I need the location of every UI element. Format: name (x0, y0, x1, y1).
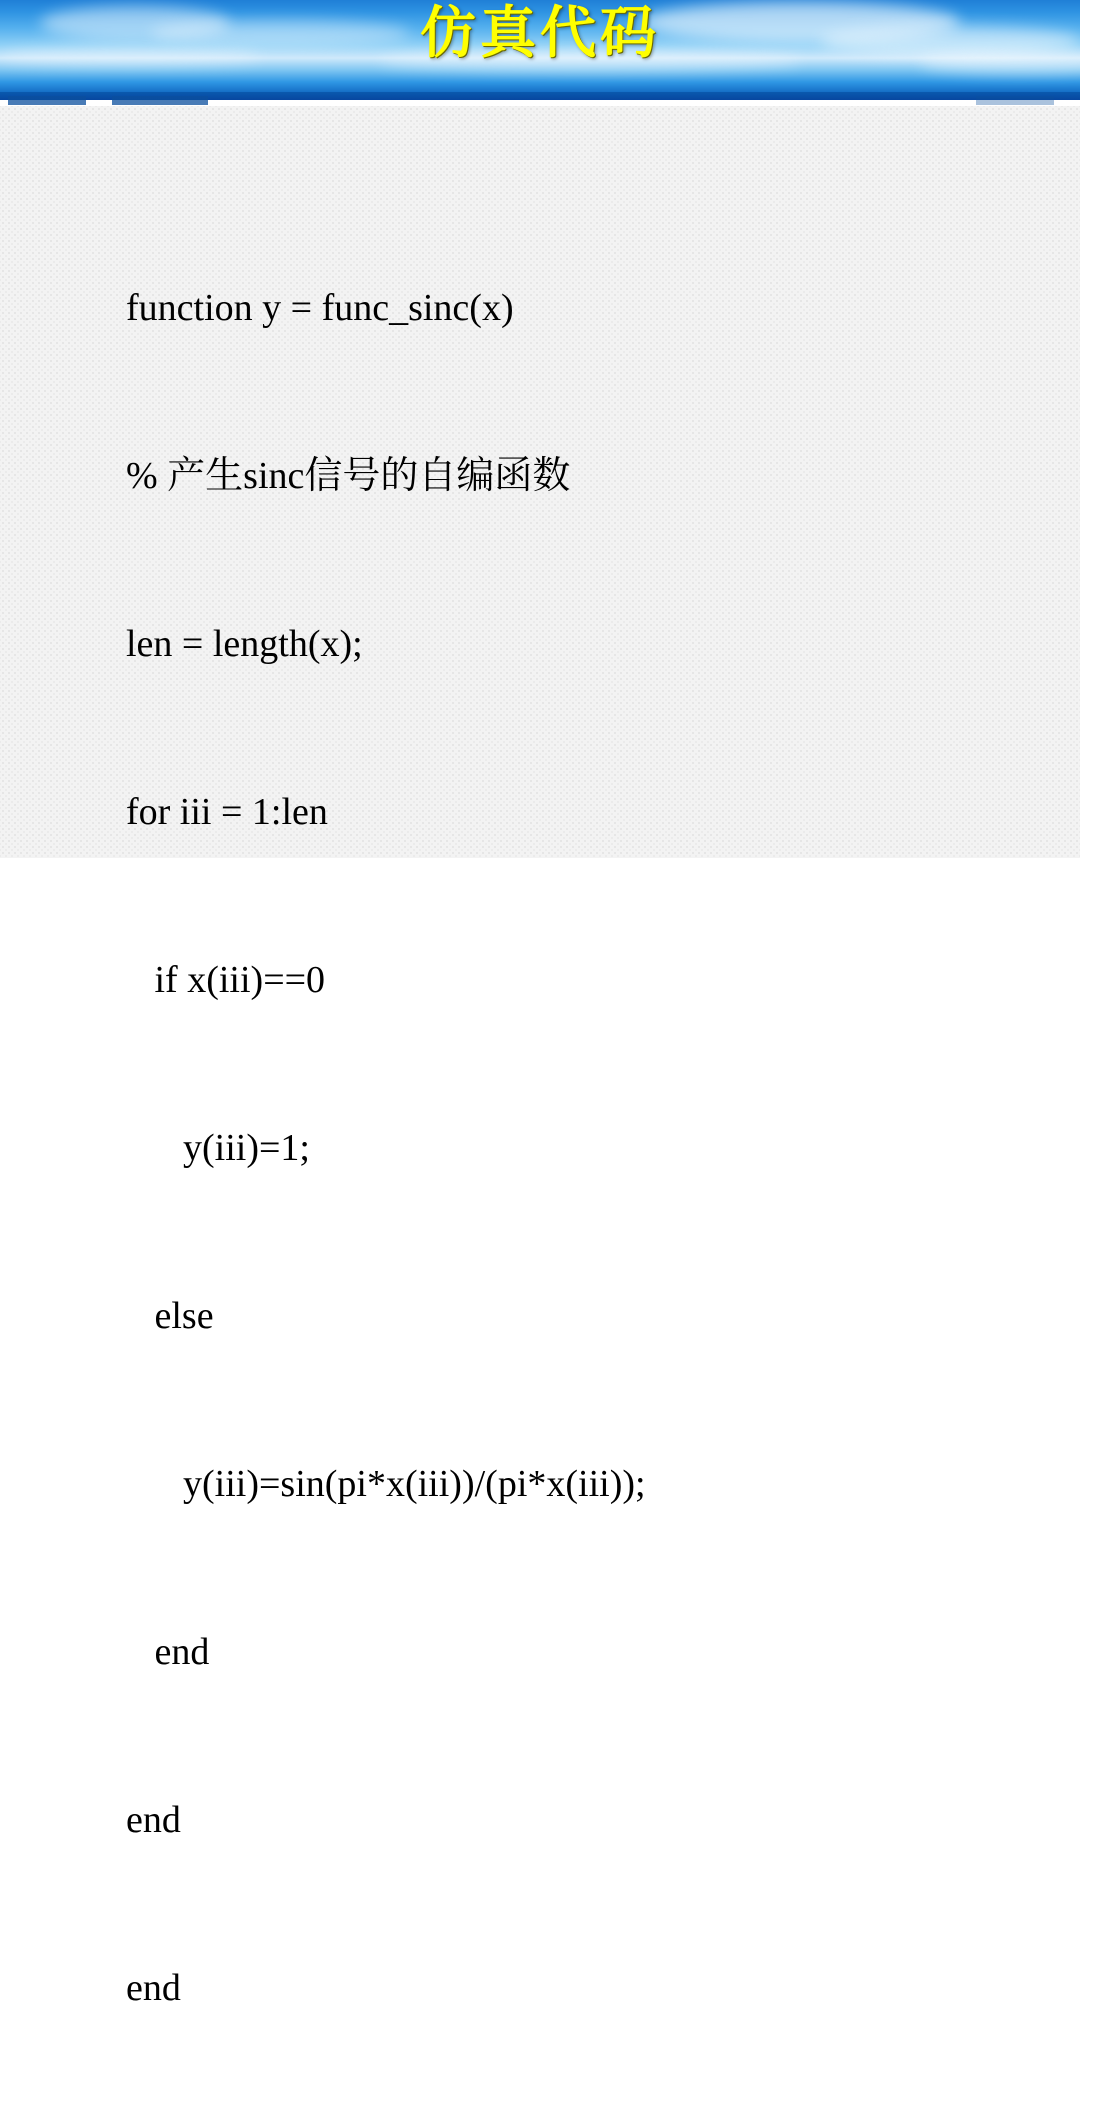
page-title: 仿真代码 (420, 3, 660, 65)
code-line: end (126, 1631, 210, 1673)
code-line: y(iii)=sin(pi*x(iii))/(pi*x(iii)); (126, 1463, 646, 1505)
header-artifact (8, 96, 86, 105)
code-line: if x(iii)==0 (126, 959, 326, 1001)
code-line: % 产生sinc信号的自编函数 (126, 455, 571, 497)
code-line: for iii = 1:len (126, 791, 328, 833)
code-block (126, 168, 1026, 2128)
code-line: function y = func_sinc(x) (126, 287, 514, 329)
code-line: end (126, 1799, 181, 1841)
code-line: end (126, 1967, 181, 2009)
header-artifact-row (0, 96, 1080, 106)
header-artifact (112, 96, 208, 105)
header-artifact (976, 96, 1054, 105)
slide-body (0, 106, 1080, 2009)
code-line: y(iii)=1; (126, 1127, 310, 1169)
code-line: else (126, 1295, 214, 1337)
code-line: len = length(x); (126, 623, 363, 665)
